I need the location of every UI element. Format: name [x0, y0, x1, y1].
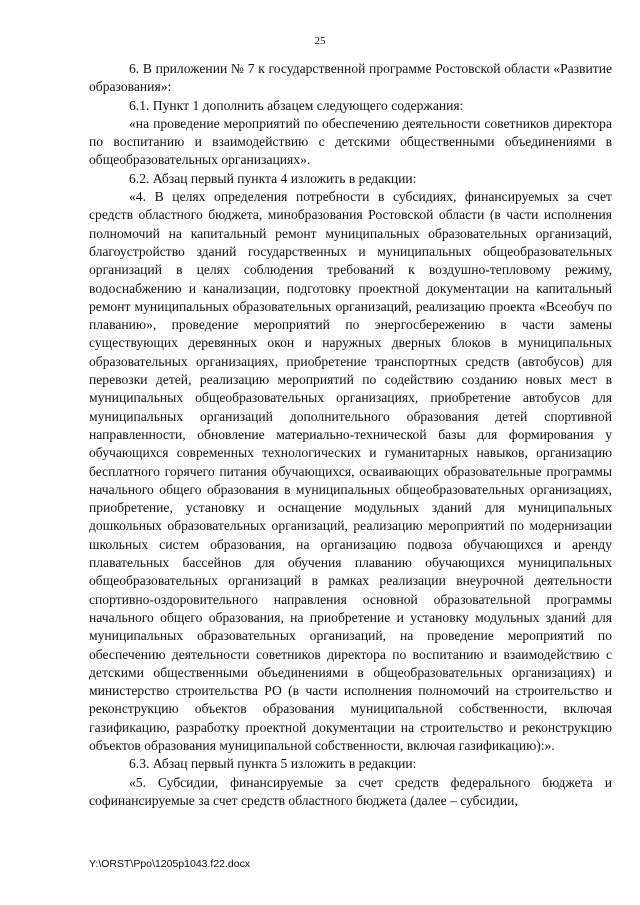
footer-file-path: Y:\ORST\Ppo\1205p1043.f22.docx	[89, 858, 251, 870]
paragraph-quote-point-4: «4. В целях определения потребности в субсидиях, финансируемых за счет средств областного бюджета, минобразования Ростовской области (в части исполнения полномочий на капитальный ремонт муниципальных образовательных организаций, благоустройство зданий государственных и муниципальных общеобразовательных организаций в целях соблюдения требований к воздушно-тепловому режиму, водоснабжению и канализации, подготовку проектной документации на капитальный ремонт муниципальных образовательных организаций, реализацию проекта «Всеобуч по плаванию», проведение мероприятий по энергосбережению в части замены существующих деревянных окон и наружных дверных блоков в муниципальных образовательных организациях, приобретение транспортных средств (автобусов) для перевозки детей, реализацию мероприятий по содействию созданию новых мест в муниципальных общеобразовательных организациях, приобретение автобусов для муниципальных организаций дополнительного образования детей спортивной направленности, обновление материально-технической базы для формирования у обучающихся современных технологических и гуманитарных навыков, организацию бесплатного горячего питания обучающихся, осваивающих образовательные программы начального общего образования в муниципальных общеобразовательных организациях, приобретение, установку и оснащение модульных зданий для муниципальных дошкольных образовательных организаций, реализацию мероприятий по модернизации школьных систем образования, на организацию подвоза обучающихся и аренду плавательных бассейнов для обучения плаванию обучающихся муниципальных общеобразовательных организаций в рамках реализации внеурочной деятельности спортивно-оздоровительного направления основной образовательной программы начального общего образования, на приобретение и установку модульных зданий для муниципальных образовательных организаций, на проведение мероприятий по обеспечению деятельности советников директора по воспитанию и взаимодействию с детскими общественными объединениями в общеобразовательных организациях) и министерство строительства РО (в части исполнения полномочий на строительство и реконструкцию объектов образования муниципальной собственности, включая газификацию, разработку проектной документации на строительство и реконструкцию объектов образования муниципальной собственности, включая газификацию):».	[89, 189, 612, 753]
paragraph-quote-6-1: «на проведение мероприятий по обеспечению деятельности советников директора по воспитанию и взаимодействию с детскими общественными объединениями в общеобразовательных организациях».	[89, 115, 612, 168]
paragraph-item-6-3: 6.3. Абзац первый пункта 5 изложить в редакции:	[129, 756, 417, 772]
paragraph-item-6-2: 6.2. Абзац первый пункта 4 изложить в редакции:	[129, 170, 417, 186]
document-body	[89, 60, 612, 810]
paragraph-item-6-1: 6.1. Пункт 1 дополнить абзацем следующего содержания:	[129, 97, 464, 113]
paragraph-item-6: 6. В приложении № 7 к государственной программе Ростовской области «Развитие образования»:	[89, 61, 612, 95]
page-number: 25	[314, 35, 326, 47]
paragraph-quote-point-5: «5. Субсидии, финансируемые за счет средств федерального бюджета и софинансируемые за счет средств областного бюджета (далее – субсидии,	[89, 774, 612, 808]
